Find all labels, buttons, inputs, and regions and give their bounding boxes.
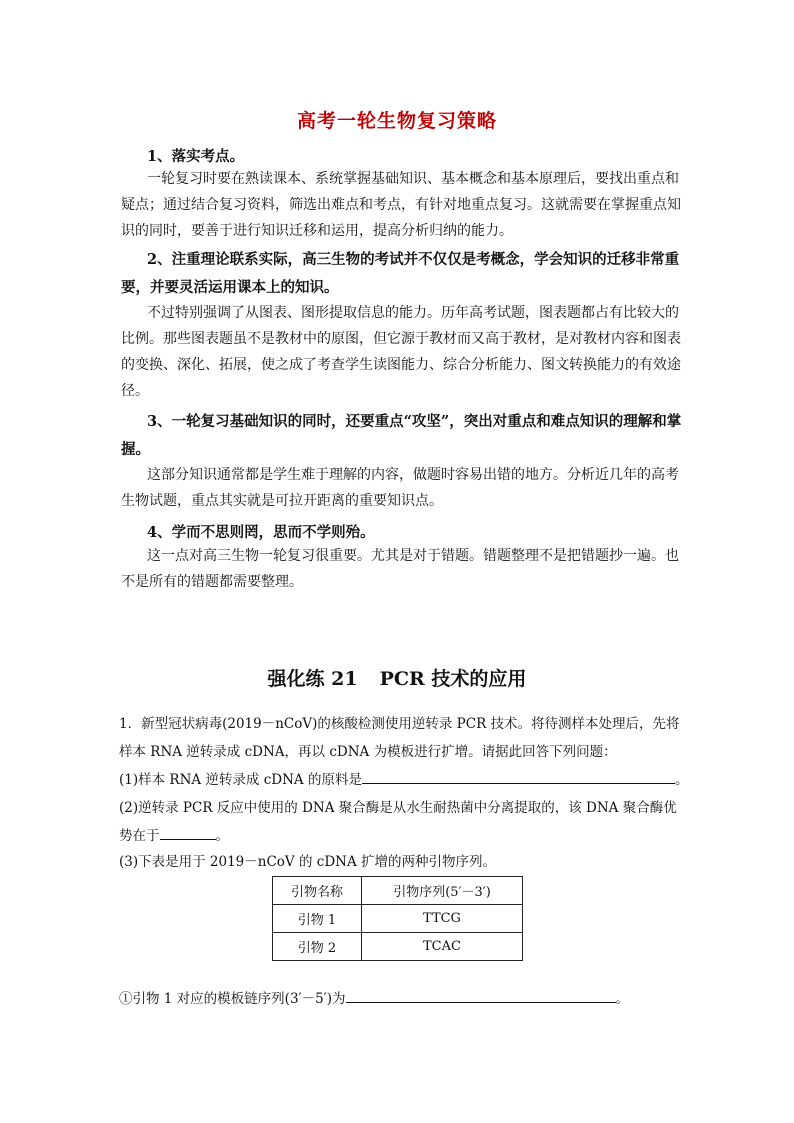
point3-text: 这部分知识通常都是学生难于理解的内容，做题时容易出错的地方。分析近几年的高考生物试题，重点其实就是可拉开距离的重要知识点。 (121, 467, 679, 509)
question-1-intro: 1．新型冠状病毒(2019－nCoV)的核酸检测使用逆转录 PCR 技术。将待测样本处理后，先将样本 RNA 逆转录成 cDNA，再以 cDNA 为模板进行扩增。请据此回答下列问题： (119, 716, 680, 760)
point1-text: 一轮复习时要在熟读课本、系统掌握基础知识、基本概念和基本原理后，要找出重点和疑点；通过结合复习资料，筛选出难点和考点，有针对地重点复习。这就需要在掌握重点知识的同时，要善于进行知识迁移和运用，提高分析归纳的能力。 (121, 171, 681, 239)
primer-table (272, 876, 523, 961)
point2-text: 不过特别强调了从图表、图形提取信息的能力。历年高考试题，图表题都占有比较大的比例。那些图表题虽不是教材中的原图，但它源于教材而又高于教材，是对教材内容和图表的变换、深化、拓展，使之成了考查学生读图能力、综合分析能力、图文转换能力的有效途径。 (121, 305, 681, 399)
answer-blank-2[interactable] (160, 823, 216, 840)
table-cell: TTCG (362, 905, 523, 933)
question-1-part-2-text: (2)逆转录 PCR 反应中使用的 DNA 聚合酶是从水生耐热菌中分离提取的，该 DNA 聚合酶优势在于 (119, 800, 677, 844)
table-row (273, 933, 523, 961)
point4-text: 这一点对高三生物一轮复习很重要。尤其是对于错题。错题整理不是把错题抄一遍。也不是所有的错题都需要整理。 (121, 548, 679, 590)
period: 。 (674, 772, 689, 788)
page-title: 高考一轮生物复习策略 (296, 110, 497, 132)
period: 。 (615, 991, 630, 1007)
period: 。 (215, 828, 229, 844)
point1-heading: 1、落实考点。 (147, 148, 245, 165)
question-1-part-1-text: (1)样本 RNA 逆转录成 cDNA 的原料是 (119, 772, 362, 788)
table-header-cell: 引物序列(5′－3′) (362, 877, 523, 905)
point3-heading: 3、一轮复习基础知识的同时，还要重点“攻坚”，突出对重点和难点知识的理解和掌握。 (121, 413, 682, 458)
question-1-part-1 (119, 766, 689, 794)
table-row (273, 905, 523, 933)
section-title-topic: PCR 技术的应用 (379, 668, 527, 690)
table-cell: TCAC (362, 933, 523, 961)
question-1-part-3: (3)下表是用于 2019－nCoV 的 cDNA 扩增的两种引物序列。 (119, 854, 496, 870)
table-cell: 引物 2 (273, 933, 362, 961)
question-1-part-2 (119, 794, 689, 850)
question-1-part-3a (119, 985, 689, 1013)
point2-heading: 2、注重理论联系实际，高三生物的考试并不仅仅是考概念，学会知识的迁移非常重要，并要灵活运用课本上的知识。 (121, 251, 680, 296)
table-header-row (273, 877, 523, 905)
point4-heading: 4、学而不思则罔，思而不学则殆。 (147, 524, 375, 541)
section-title-number: 强化练 21 (267, 668, 358, 690)
table-header-cell: 引物名称 (273, 877, 362, 905)
question-1-part-3a-text: ①引物 1 对应的模板链序列(3′－5′)为 (119, 991, 346, 1007)
answer-blank-1[interactable] (362, 767, 675, 784)
section-title (0, 664, 794, 691)
answer-blank-3[interactable] (346, 986, 616, 1003)
table-cell: 引物 1 (273, 905, 362, 933)
